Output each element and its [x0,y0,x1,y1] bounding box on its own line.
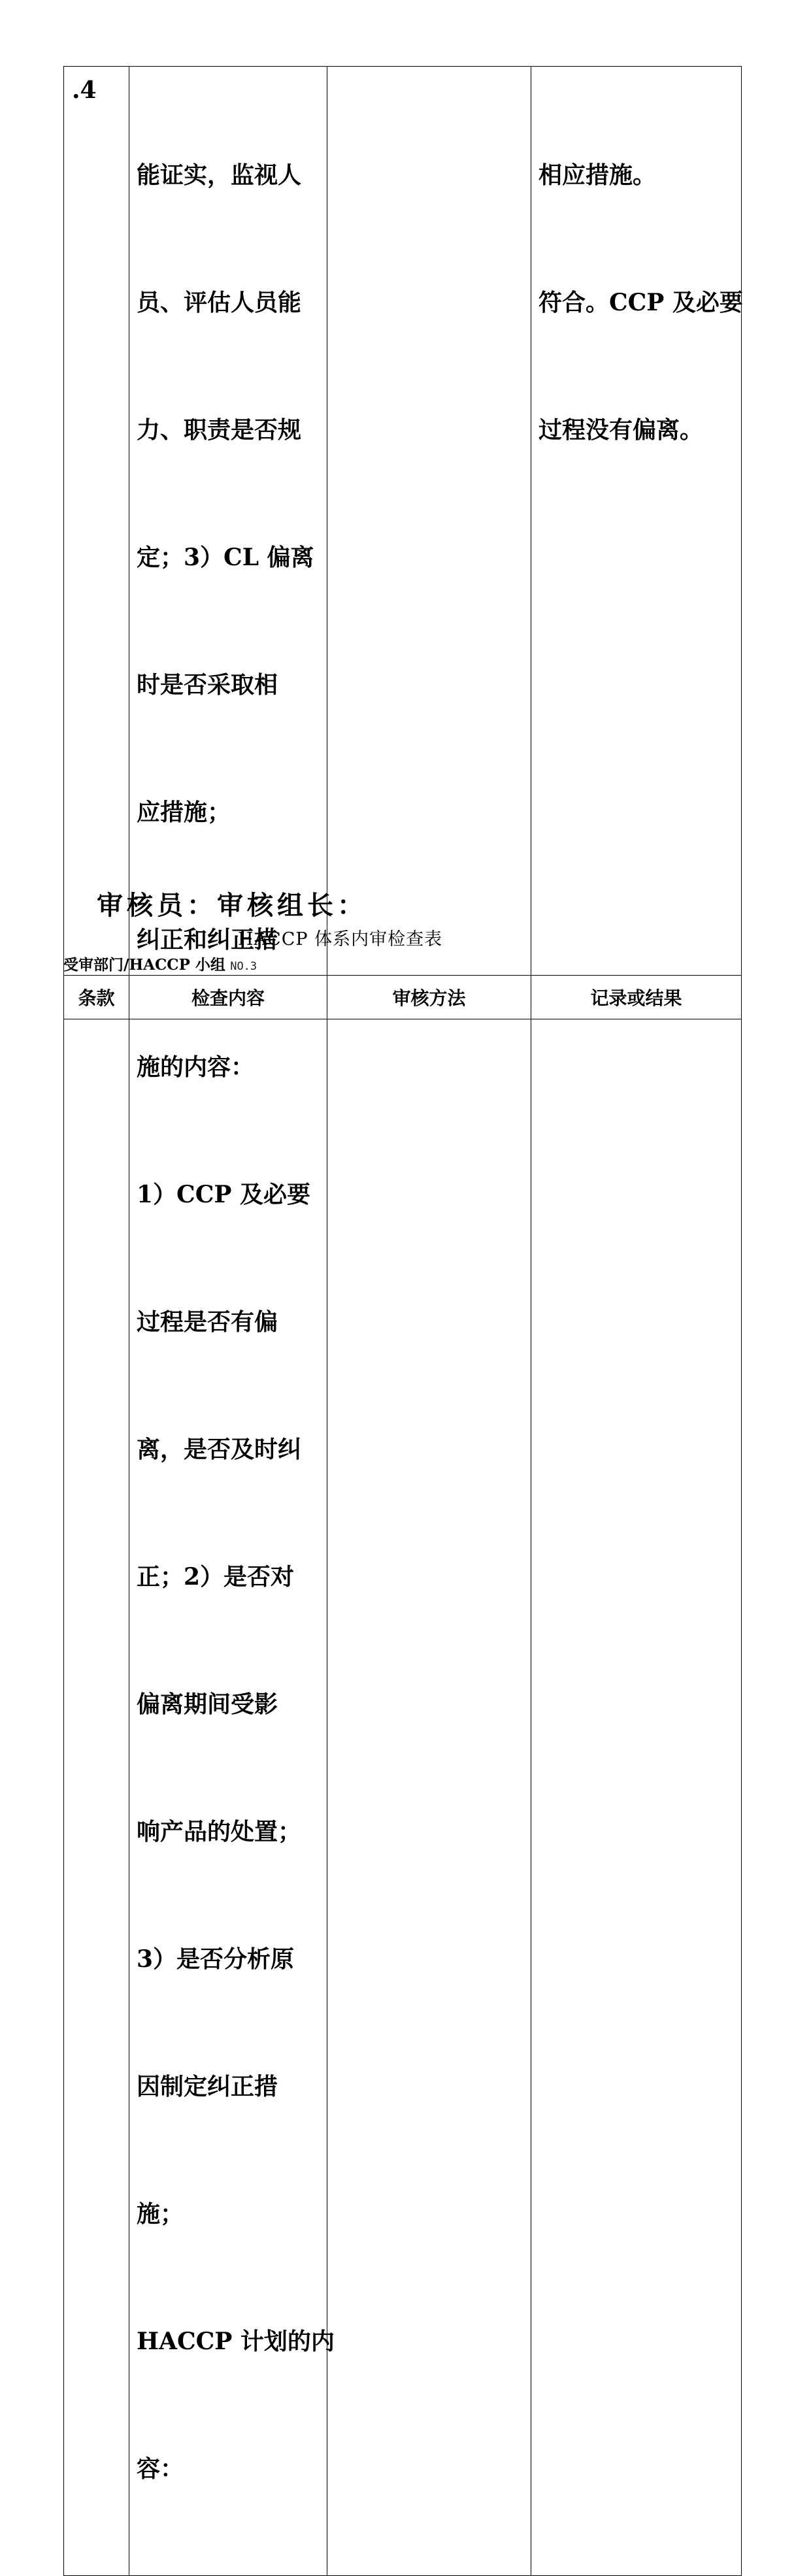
result-text [531,67,741,537]
checklist-header-table [63,975,742,1019]
content-line: 正；2）是否对 [137,1563,295,1591]
content-line: 力、职责是否规 [137,416,302,444]
content-line: 容： [137,2455,184,2483]
content-line: 离，是否及时纠 [137,1436,302,1463]
table-row [64,67,742,2576]
result-line: 相应措施。 [538,161,657,189]
content-cell [129,67,335,2576]
content-line: 员、评估人员能 [137,289,302,316]
content-line: 施的内容： [137,1053,255,1081]
method-text [327,67,531,69]
department-line [63,954,257,978]
content-line: 定；3）CL 偏离 [137,544,314,571]
header-content: 检查内容 [129,976,327,1019]
result-line: 符合。CCP 及必要 [538,289,743,316]
content-line: 过程是否有偏 [137,1308,278,1336]
result-cell [531,67,742,2576]
content-line: 1）CCP 及必要 [137,1181,310,1208]
checklist-table-continued [63,66,742,2576]
content-line: 应措施； [137,799,231,826]
content-line: HACCP 计划的内 [137,2328,335,2355]
content-line: 因制定纠正措 [137,2073,278,2100]
department-label: 受审部门/HACCP 小组 [63,956,225,974]
content-line: 纠正和纠正措 [137,926,278,953]
content-text [129,67,335,2575]
header-row [64,976,742,1019]
content-line: 3）是否分析原 [137,1945,295,1973]
signature-line: 审核员：审核组长： [97,890,367,921]
form-number: NO.3 [230,960,257,973]
header-result: 记录或结果 [531,976,742,1019]
clause-number: .4 [72,76,97,104]
content-line: 施； [137,2200,184,2228]
clause-cell [64,67,129,2576]
method-cell [327,67,531,2576]
content-line: 能证实，监视人 [137,161,302,189]
content-line: 响产品的处置； [137,1818,302,1845]
form-title: HACCP 体系内审检查表 [238,929,443,949]
content-line: 时是否采取相 [137,671,278,699]
result-line: 过程没有偏离。 [538,416,704,444]
content-line: 偏离期间受影 [137,1691,278,1718]
header-clause: 条款 [64,976,129,1019]
header-method: 审核方法 [327,976,531,1019]
